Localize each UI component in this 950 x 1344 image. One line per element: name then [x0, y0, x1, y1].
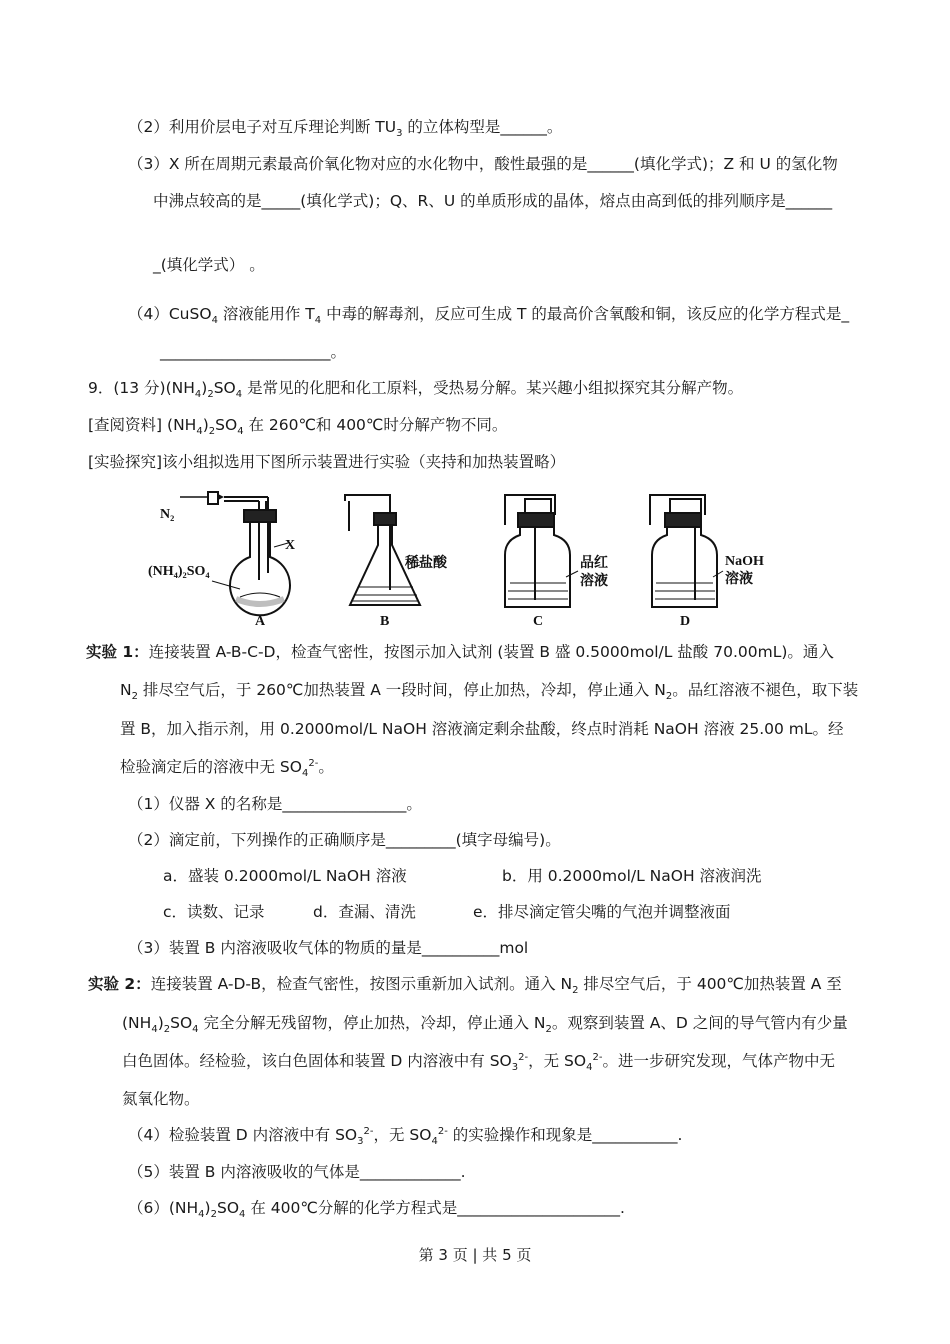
exp2-q6: $(6)(NH_4)_2SO_4$ 在 400℃分解的化学方程式是_____________________. — [128, 1199, 625, 1221]
exp1-option-a: a．盛装 0.2000mol/L NaOH 溶液 — [163, 867, 407, 885]
exp1-line1: 实验 1：连接装置 A-B-C-D，检查气密性，按图示加入试剂 (装置 B 盛 0.5000mol/L 盐酸 70.00mL)。通入 — [86, 643, 834, 661]
apparatus-d — [650, 495, 723, 607]
q9-intro: 9．(13 分)$(NH_4)_2SO_4$ 是常见的化肥和化工原料，受热易分解。某兴趣小组拟探究其分解产物。 — [88, 379, 744, 401]
label-b-liquid: 稀盐酸 — [405, 556, 447, 571]
exp1-q3: （3）装置 B 内溶液吸收气体的物质的量是__________mol — [128, 939, 529, 957]
q8-part4-line1: （4）CuSO$_4$ 溶液能用作 $T_4$ 中毒的解毒剂，反应可生成 T 的最高价含氧酸和铜，该反应的化学方程式是_ — [128, 305, 850, 327]
label-c: C — [533, 614, 544, 629]
apparatus-b — [345, 495, 420, 605]
label-c-liquid-1: 品红 — [580, 556, 608, 571]
exp1-option-c: c．读数、记录 — [163, 903, 265, 921]
label-b: B — [380, 614, 390, 629]
exp1-option-d: d．查漏、清洗 — [313, 903, 416, 921]
q9-reference-info: [查阅资料] $(NH_4)_2SO_4$ 在 260℃和 400℃时分解产物不同。 — [88, 416, 508, 438]
apparatus-a — [180, 492, 290, 615]
exp1-line3: 置 B，加入指示剂，用 0.2000mol/L NaOH 溶液滴定剩余盐酸，终点时消耗 NaOH 溶液 25.00 mL。经 — [120, 720, 844, 738]
exp2-line2: $(NH_4)_2SO_4$ 完全分解无残留物，停止加热，冷却，停止通入 $N_2$。观察到装置 A、D 之间的导气管内有少量 — [122, 1014, 848, 1036]
label-d: D — [680, 614, 691, 629]
q8-part3-line1: （3）X 所在周期元素最高价氧化物对应的水化物中，酸性最强的是______(填化学式)；Z 和 U 的氢化物 — [128, 155, 838, 173]
exp1-option-e: e．排尽滴定管尖嘴的气泡并调整液面 — [473, 903, 731, 921]
q8-part3-line3: _(填化学式） 。 — [153, 256, 265, 274]
exp2-line3: 白色固体。经检验，该白色固体和装置 D 内溶液中有 $SO_3^{2-}$，无 $SO_4^{2-}$。进一步研究发现，气体产物中无 — [122, 1051, 835, 1074]
exp1-line2: $N_2$ 排尽空气后，于 260℃加热装置 A 一段时间，停止加热，冷却，停止通入 $N_2$。品红溶液不褪色，取下装 — [120, 681, 859, 703]
exp1-q1: （1）仪器 X 的名称是________________。 — [128, 795, 422, 813]
label-salt: (NH₄)₂SO₄ — [148, 564, 210, 579]
label-c-liquid-2: 溶液 — [580, 574, 608, 589]
apparatus-c — [505, 495, 578, 607]
apparatus-figure — [140, 485, 780, 630]
exp1-line4: 检验滴定后的溶液中无 $SO_4^{2-}$。 — [120, 757, 334, 780]
exp2-q5: （5）装置 B 内溶液吸收的气体是_____________. — [128, 1163, 466, 1181]
q8-part4-line2: ______________________。 — [160, 343, 347, 361]
exp2-line4: 氮氧化物。 — [122, 1090, 200, 1108]
label-x: X — [285, 538, 296, 553]
page-footer: 第 3 页 | 共 5 页 — [418, 1246, 532, 1264]
q8-part3-line2: 中沸点较高的是_____(填化学式)；Q、R、U 的单质形成的晶体，熔点由高到低的排列顺序是______ — [153, 192, 833, 210]
label-n2: N₂ — [160, 507, 175, 522]
exp1-q2: （2）滴定前，下列操作的正确顺序是_________(填字母编号)。 — [128, 831, 561, 849]
exp2-line1: 实验 2：连接装置 A-D-B，检查气密性，按图示重新加入试剂。通入 $N_2$ 排尽空气后，于 400℃加热装置 A 至 — [88, 975, 842, 997]
exp1-option-b: b．用 0.2000mol/L NaOH 溶液润洗 — [502, 867, 762, 885]
label-a: A — [255, 614, 266, 629]
exp2-q4: （4）检验装置 D 内溶液中有 $SO_3^{2-}$，无 $SO_4^{2-}$ 的实验操作和现象是___________. — [128, 1125, 683, 1148]
label-d-liquid-2: 溶液 — [725, 572, 753, 587]
q9-explore: [实验探究]该小组拟选用下图所示装置进行实验（夹持和加热装置略） — [88, 453, 566, 471]
label-d-liquid-1: NaOH — [725, 554, 764, 569]
q8-part2: （2）利用价层电子对互斥理论判断 $TU_3$ 的立体构型是______。 — [128, 118, 563, 140]
